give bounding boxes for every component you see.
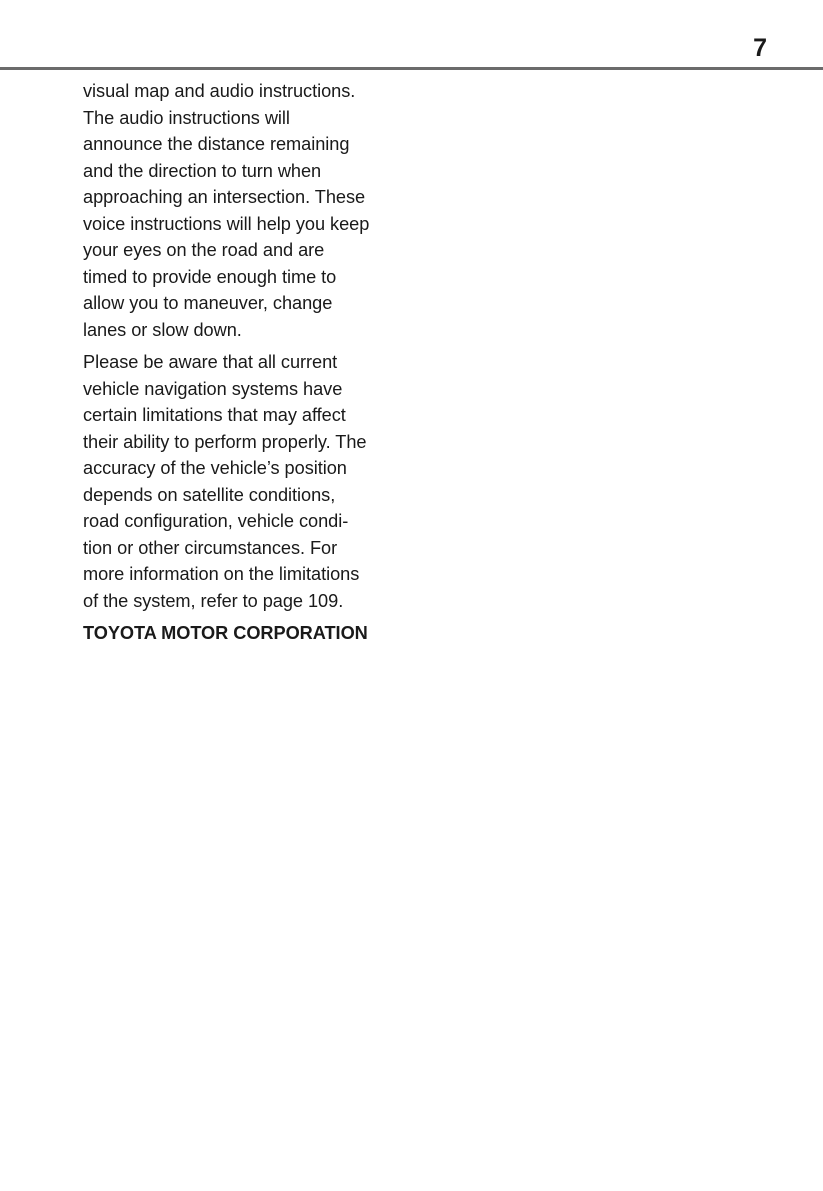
corporation-signature: TOYOTA MOTOR CORPORATION bbox=[83, 623, 368, 643]
paragraph-navigation-instructions: visual map and audio instructions. The audio instructions will announce the distance remaining and the direction to turn when approaching an intersection. These voice instructions will help you keep your eyes on the road and are timed to provide enough time to allow you to maneuver, change lanes or slow down. bbox=[83, 81, 370, 340]
text-column bbox=[83, 78, 401, 653]
header-divider bbox=[0, 67, 823, 70]
page-number: 7 bbox=[753, 34, 767, 62]
paragraph-navigation-limitations: Please be aware that all current vehicle navigation systems have certain limitations that may affect their ability to perform properly. The accuracy of the vehicle’s position depends on satellite conditions, road configuration, vehicle condi- tion or other circumstances. For more information on the limitations of the system, refer to page 109. bbox=[83, 352, 367, 611]
